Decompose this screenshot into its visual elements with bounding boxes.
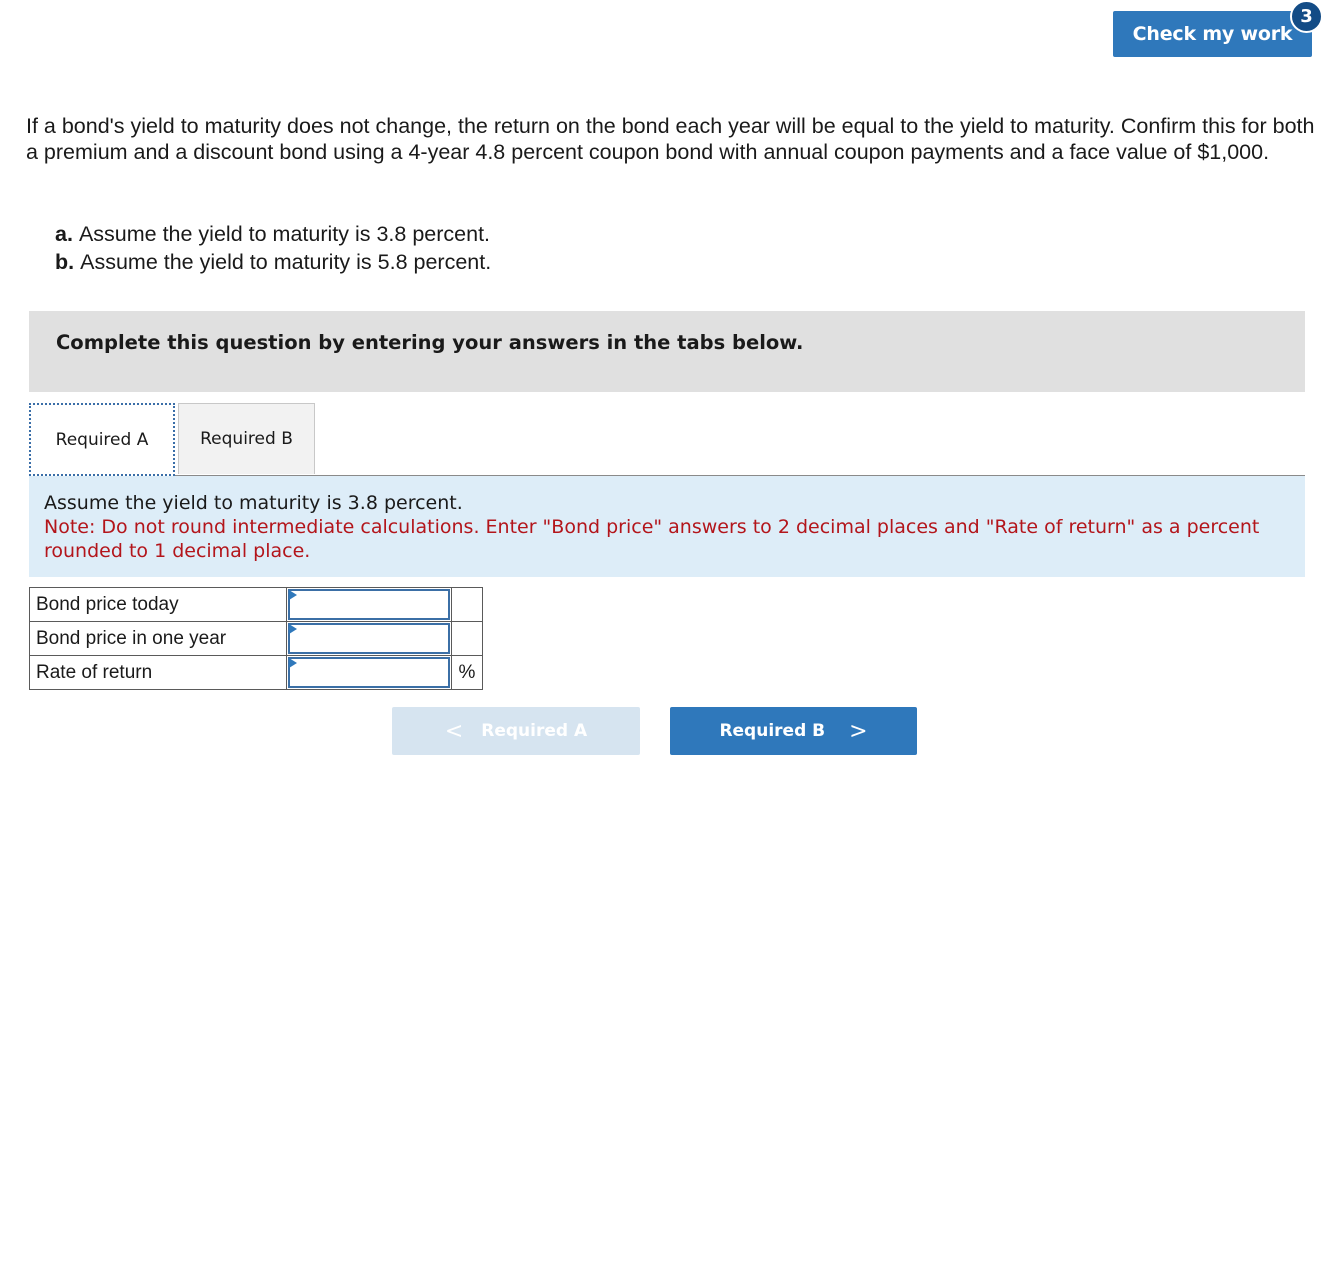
tab-label: Required A bbox=[55, 429, 149, 450]
instruction-note: Note: Do not round intermediate calculations. Enter "Bond price" answers to 2 decimal places and "Rate of return" as a percent rounded to 1 decimal place. bbox=[44, 516, 1260, 562]
bond-price-one-year-input[interactable] bbox=[288, 623, 450, 654]
part-text: Assume the yield to maturity is 3.8 percent. bbox=[78, 222, 491, 246]
tab-bar bbox=[29, 403, 1305, 476]
row-label: Bond price today bbox=[30, 588, 287, 622]
instruction-text: Assume the yield to maturity is 3.8 percent. bbox=[44, 492, 463, 514]
row-label: Bond price in one year bbox=[30, 622, 287, 656]
banner-text: Complete this question by entering your answers in the tabs below. bbox=[56, 331, 804, 354]
input-cell bbox=[287, 588, 452, 622]
percent-unit: % bbox=[452, 656, 483, 690]
flag-icon bbox=[289, 658, 297, 668]
part-a bbox=[55, 220, 491, 248]
unit-cell bbox=[452, 622, 483, 656]
flag-icon bbox=[289, 624, 297, 634]
part-label: a. bbox=[55, 222, 73, 246]
prev-required-a-button bbox=[392, 707, 640, 755]
part-text: Assume the yield to maturity is 5.8 percent. bbox=[80, 250, 492, 274]
question-intro: If a bond's yield to maturity does not change, the return on the bond each year will be equal to the yield to maturity. Confirm this for both a premium and a discount bond using a 4-year 4.8 percent coupon bond with annual coupon payments and a face value of $1,000. bbox=[26, 114, 1315, 164]
chevron-left-icon: < bbox=[444, 718, 464, 744]
input-cell bbox=[287, 656, 452, 690]
flag-icon bbox=[289, 590, 297, 600]
instructions-banner bbox=[29, 311, 1305, 392]
question-parts bbox=[55, 220, 491, 276]
table-row bbox=[30, 622, 483, 656]
chevron-right-icon: > bbox=[849, 718, 868, 744]
unit-cell bbox=[452, 588, 483, 622]
part-label: b. bbox=[55, 250, 75, 274]
answer-table bbox=[29, 587, 483, 690]
next-required-b-button[interactable] bbox=[670, 707, 917, 755]
tab-instructions bbox=[29, 476, 1305, 577]
tab-required-b[interactable] bbox=[178, 403, 315, 474]
check-my-work-button[interactable]: Check my work bbox=[1113, 11, 1312, 57]
attempts-badge: 3 bbox=[1290, 0, 1323, 33]
rate-of-return-input[interactable] bbox=[288, 657, 450, 688]
table-row bbox=[30, 588, 483, 622]
table-row bbox=[30, 656, 483, 690]
prev-label: Required A bbox=[481, 721, 588, 741]
part-b bbox=[55, 248, 491, 276]
row-label: Rate of return bbox=[30, 656, 287, 690]
next-label: Required B bbox=[719, 721, 826, 741]
tab-required-a[interactable] bbox=[29, 403, 175, 476]
bond-price-today-input[interactable] bbox=[288, 589, 450, 620]
tab-label: Required B bbox=[200, 429, 293, 449]
input-cell bbox=[287, 622, 452, 656]
